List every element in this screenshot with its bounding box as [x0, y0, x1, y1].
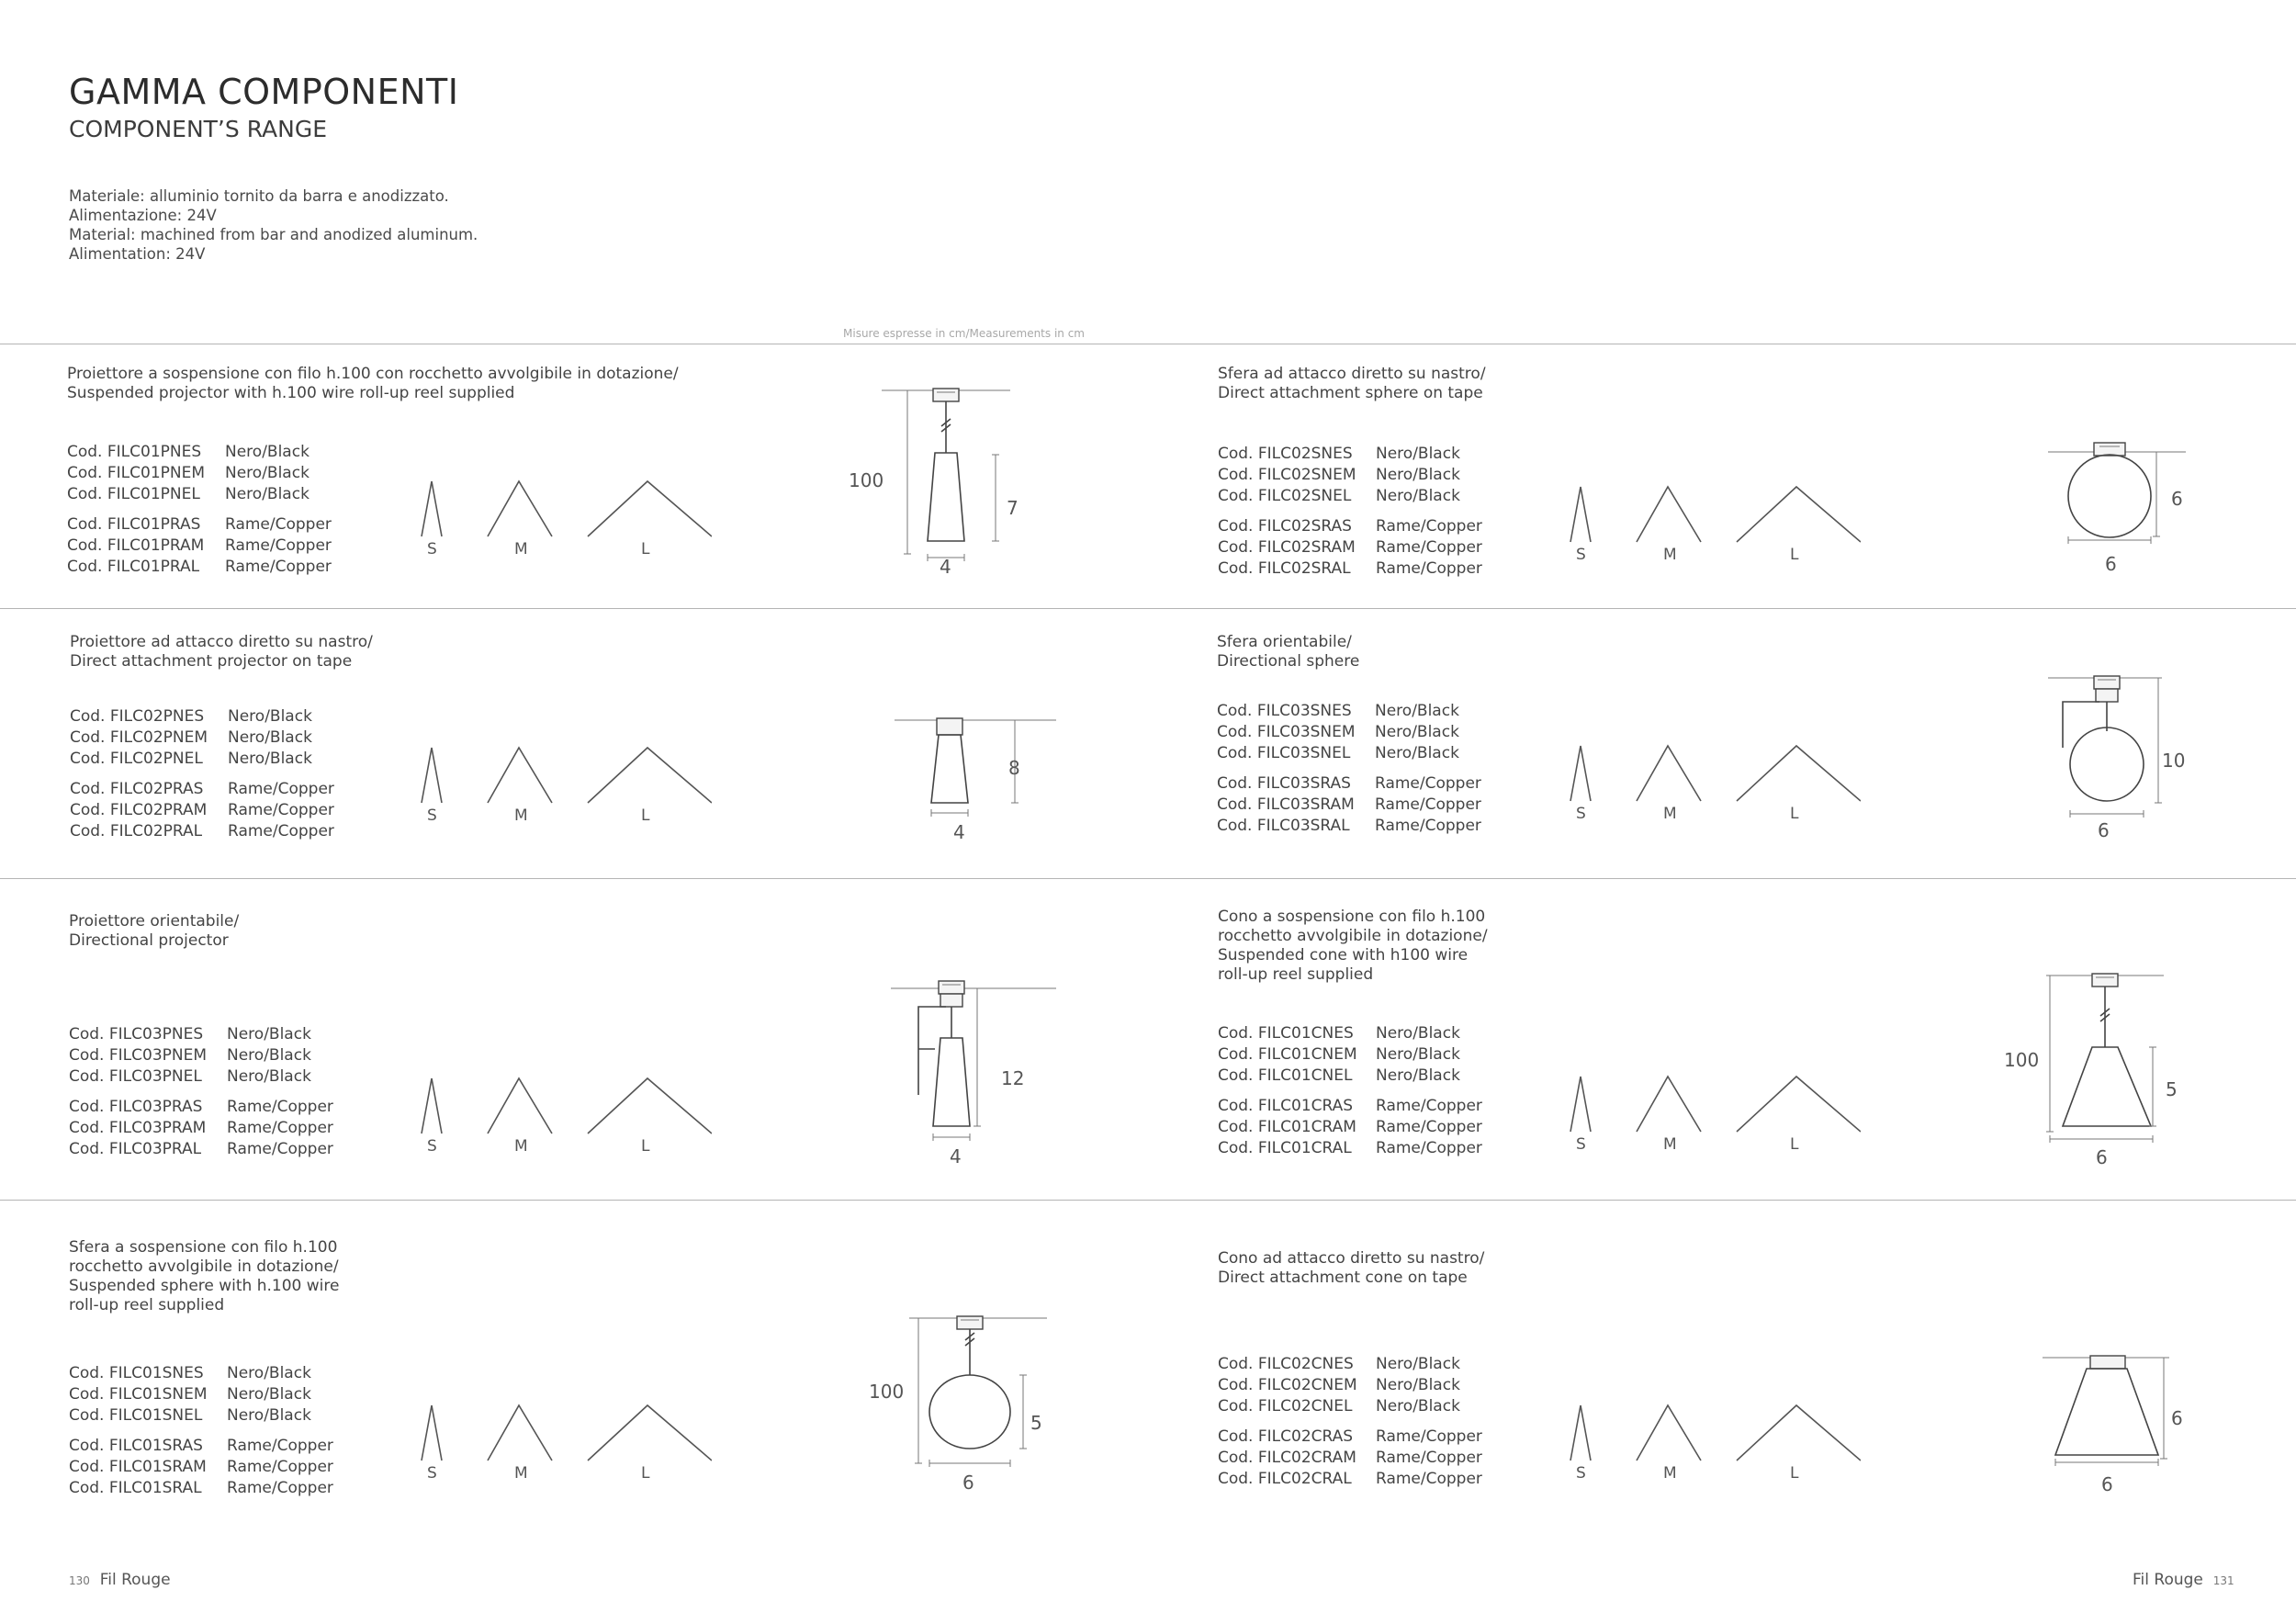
- divider: [0, 1200, 2296, 1201]
- product-code: Cod. FILC01PRAL: [67, 558, 200, 576]
- product-code: Cod. FILC01CNES: [1218, 1024, 1354, 1043]
- beam-angle-icons: [418, 746, 712, 805]
- divider: [0, 608, 2296, 609]
- brand-name: Fil Rouge: [2133, 1571, 2203, 1589]
- product-code: Cod. FILC03PRAL: [69, 1140, 202, 1158]
- product-finish: Nero/Black: [1375, 723, 1459, 741]
- beam-narrow-icon: [422, 481, 442, 536]
- beam-angle-icons: [418, 479, 712, 538]
- beam-label: L: [641, 1464, 650, 1483]
- code-row: [67, 484, 332, 505]
- code-row: [1218, 1469, 1482, 1490]
- beam-wide-icon: [588, 748, 712, 803]
- beam-medium-icon: [1637, 1405, 1701, 1460]
- code-row: [67, 463, 332, 484]
- beam-angle-diagrams: [1567, 1404, 1861, 1495]
- product-finish: Rame/Copper: [225, 515, 332, 534]
- product-description: [69, 1238, 339, 1315]
- code-row: [69, 1024, 333, 1045]
- product-codes: [1217, 701, 1481, 837]
- code-row: [67, 536, 332, 557]
- beam-label: M: [514, 540, 528, 558]
- description-line: Proiettore ad attacco diretto su nastro/: [70, 633, 373, 651]
- product-finish: Rame/Copper: [227, 1119, 333, 1137]
- dim-height: 5: [2166, 1078, 2178, 1100]
- code-row: [70, 821, 334, 842]
- beam-label: S: [1576, 1464, 1586, 1483]
- beam-label: M: [1663, 1464, 1677, 1483]
- beam-angle-diagrams: [418, 1077, 712, 1168]
- beam-medium-icon: [488, 748, 552, 803]
- product-finish: Rame/Copper: [1376, 517, 1482, 536]
- product-code: Cod. FILC03SRAL: [1217, 817, 1350, 835]
- description-line: Directional projector: [69, 931, 229, 950]
- beam-wide-icon: [1737, 1077, 1861, 1132]
- code-row: [67, 557, 332, 578]
- footer-left: [69, 1571, 171, 1589]
- beam-narrow-icon: [1570, 1405, 1591, 1460]
- beam-label: M: [1663, 805, 1677, 823]
- product-codes: [69, 1363, 333, 1499]
- beam-label: L: [641, 806, 650, 825]
- code-row: [1217, 795, 1481, 816]
- dim-wire: 100: [849, 469, 884, 491]
- product-finish: Rame/Copper: [228, 780, 334, 798]
- description-line: Directional sphere: [1217, 652, 1360, 671]
- product-finish: Rame/Copper: [1375, 774, 1481, 793]
- product-code: Cod. FILC02PNEM: [70, 728, 208, 747]
- code-row: [67, 442, 332, 463]
- dim-height: 6: [2171, 1407, 2183, 1429]
- product-finish: Nero/Black: [228, 707, 312, 726]
- product-finish: Rame/Copper: [1375, 817, 1481, 835]
- code-row: [70, 800, 334, 821]
- code-row: [70, 779, 334, 800]
- brand-name: Fil Rouge: [99, 1571, 171, 1589]
- description-line: Sfera a sospensione con filo h.100: [69, 1238, 338, 1257]
- product-code: Cod. FILC02PRAL: [70, 822, 203, 840]
- product-finish: Rame/Copper: [1376, 1139, 1482, 1157]
- lamp-drawing: [1993, 972, 2195, 1211]
- beam-narrow-icon: [422, 1078, 442, 1133]
- beam-wide-icon: [1737, 487, 1861, 542]
- product-description: [69, 912, 239, 951]
- beam-wide-icon: [588, 1078, 712, 1133]
- beam-medium-icon: [488, 481, 552, 536]
- product-finish: Nero/Black: [1376, 466, 1460, 484]
- product-code: Cod. FILC02PRAS: [70, 780, 204, 798]
- beam-label: S: [427, 540, 437, 558]
- product-finish: Nero/Black: [225, 443, 310, 461]
- beam-label: L: [1790, 546, 1799, 564]
- description-line: Cono ad attacco diretto su nastro/: [1218, 1249, 1485, 1268]
- dim-height: 8: [1008, 757, 1020, 779]
- beam-label: S: [1576, 546, 1586, 564]
- product-finish: Rame/Copper: [1376, 1097, 1482, 1115]
- code-row: [69, 1118, 333, 1139]
- beam-label: S: [427, 806, 437, 825]
- code-row: [1218, 1396, 1482, 1417]
- product-code: Cod. FILC01SRAM: [69, 1458, 207, 1476]
- code-row: [69, 1066, 333, 1088]
- code-row: [1218, 1448, 1482, 1469]
- technical-drawing: [836, 381, 1038, 620]
- product-code: Cod. FILC02SRAM: [1218, 538, 1356, 557]
- product-code: Cod. FILC02SNEM: [1218, 466, 1356, 484]
- product-code: Cod. FILC03PNEL: [69, 1067, 202, 1086]
- product-finish: Nero/Black: [1376, 487, 1460, 505]
- code-row: [1218, 1044, 1482, 1066]
- product-finish: Rame/Copper: [1376, 1449, 1482, 1467]
- beam-angle-diagrams: [418, 479, 712, 571]
- product-code: Cod. FILC01CRAL: [1218, 1139, 1352, 1157]
- technical-drawing: [2039, 671, 2241, 909]
- product-code: Cod. FILC03SNEM: [1217, 723, 1356, 741]
- product-description: [1217, 633, 1359, 671]
- product-code: Cod. FILC03PNES: [69, 1025, 204, 1043]
- product-finish: Nero/Black: [228, 728, 312, 747]
- code-row: [1218, 558, 1482, 580]
- code-row: [1218, 516, 1482, 537]
- product-codes: [1218, 1023, 1482, 1159]
- dim-height: 12: [1001, 1067, 1025, 1089]
- product-code: Cod. FILC03PRAM: [69, 1119, 207, 1137]
- code-row: [69, 1139, 333, 1160]
- product-finish: Rame/Copper: [1376, 559, 1482, 578]
- beam-label: S: [1576, 805, 1586, 823]
- product-code: Cod. FILC03PNEM: [69, 1046, 208, 1065]
- product-finish: Rame/Copper: [227, 1140, 333, 1158]
- description-line: Direct attachment sphere on tape: [1218, 384, 1483, 402]
- dim-height: 6: [2171, 488, 2183, 510]
- product-code: Cod. FILC01PNEL: [67, 485, 200, 503]
- beam-medium-icon: [488, 1078, 552, 1133]
- material-line: Materiale: alluminio tornito da barra e anodizzato.: [69, 187, 449, 205]
- description-line: Suspended sphere with h.100 wire: [69, 1277, 340, 1295]
- product-code: Cod. FILC02SNES: [1218, 445, 1353, 463]
- product-code: Cod. FILC03SRAM: [1217, 795, 1355, 814]
- description-line: Proiettore orientabile/: [69, 912, 240, 930]
- dim-height: 5: [1030, 1412, 1042, 1434]
- beam-label: L: [641, 1137, 650, 1156]
- code-row: [1218, 465, 1482, 486]
- code-row: [1218, 444, 1482, 465]
- beam-wide-icon: [588, 1405, 712, 1460]
- beam-angle-icons: [1567, 744, 1861, 803]
- dim-width: 6: [962, 1472, 974, 1494]
- code-row: [69, 1384, 333, 1405]
- code-row: [69, 1478, 333, 1499]
- measurements-note: Misure espresse in cm/Measurements in cm: [843, 327, 1085, 340]
- product-finish: Rame/Copper: [227, 1098, 333, 1116]
- code-row: [1217, 743, 1481, 764]
- material-line: Alimentation: 24V: [69, 245, 206, 263]
- product-finish: Nero/Black: [1375, 744, 1459, 762]
- product-code: Cod. FILC02CRAS: [1218, 1427, 1354, 1446]
- product-finish: Rame/Copper: [225, 536, 332, 555]
- beam-angle-diagrams: [1567, 485, 1861, 577]
- product-finish: Nero/Black: [1375, 702, 1459, 720]
- technical-drawing: [2039, 437, 2241, 676]
- description-line: Cono a sospensione con filo h.100: [1218, 908, 1486, 926]
- page-number: 131: [2212, 1574, 2234, 1587]
- product-finish: Nero/Black: [1376, 1066, 1460, 1085]
- beam-medium-icon: [488, 1405, 552, 1460]
- product-code: Cod. FILC03SRAS: [1217, 774, 1351, 793]
- product-code: Cod. FILC02CRAM: [1218, 1449, 1356, 1467]
- product-finish: Rame/Copper: [1376, 1118, 1482, 1136]
- code-row: [1217, 701, 1481, 722]
- product-code: Cod. FILC02PRAM: [70, 801, 208, 819]
- beam-angle-diagrams: [418, 746, 712, 838]
- product-finish: Nero/Black: [225, 464, 310, 482]
- product-code: Cod. FILC02SNEL: [1218, 487, 1352, 505]
- beam-label: M: [514, 806, 528, 825]
- code-row: [1218, 1375, 1482, 1396]
- product-code: Cod. FILC01CRAS: [1218, 1097, 1354, 1115]
- code-row: [69, 1405, 333, 1427]
- product-finish: Rame/Copper: [1376, 1427, 1482, 1446]
- code-row: [69, 1363, 333, 1384]
- product-description: [67, 365, 679, 403]
- product-finish: Rame/Copper: [1376, 1470, 1482, 1488]
- product-code: Cod. FILC03PRAS: [69, 1098, 203, 1116]
- description-line: Suspended projector with h.100 wire roll-up reel supplied: [67, 384, 515, 402]
- description-line: Suspended cone with h100 wire: [1218, 946, 1469, 964]
- beam-wide-icon: [588, 481, 712, 536]
- dim-width: 6: [2101, 1473, 2113, 1495]
- code-row: [1218, 1427, 1482, 1448]
- code-row: [1218, 486, 1482, 507]
- code-row: [1218, 1354, 1482, 1375]
- product-description: [1218, 365, 1486, 403]
- code-row: [1217, 773, 1481, 795]
- product-code: Cod. FILC01SNEM: [69, 1385, 208, 1404]
- page-title: GAMMA COMPONENTI: [69, 72, 459, 112]
- product-codes: [67, 442, 332, 578]
- beam-label: M: [1663, 1135, 1677, 1154]
- beam-label: S: [427, 1464, 437, 1483]
- code-row: [1218, 1066, 1482, 1087]
- product-code: Cod. FILC01PRAS: [67, 515, 201, 534]
- product-finish: Nero/Black: [1376, 1397, 1460, 1415]
- dim-width: 6: [2105, 553, 2117, 575]
- beam-angle-icons: [1567, 1404, 1861, 1462]
- code-row: [1218, 1096, 1482, 1117]
- product-code: Cod. FILC03SNEL: [1217, 744, 1351, 762]
- product-code: Cod. FILC02CNEL: [1218, 1397, 1353, 1415]
- product-finish: Rame/Copper: [228, 822, 334, 840]
- product-finish: Nero/Black: [1376, 1045, 1460, 1064]
- product-finish: Nero/Black: [227, 1025, 311, 1043]
- product-finish: Rame/Copper: [1375, 795, 1481, 814]
- technical-drawing: [882, 976, 1084, 1214]
- beam-label: L: [641, 540, 650, 558]
- technical-drawing: [882, 707, 1084, 946]
- product-codes: [1218, 444, 1482, 580]
- dim-width: 4: [950, 1145, 962, 1167]
- beam-label: L: [1790, 1464, 1799, 1483]
- beam-medium-icon: [1637, 746, 1701, 801]
- description-line: roll-up reel supplied: [69, 1296, 225, 1314]
- description-line: rocchetto avvolgibile in dotazione/: [1218, 927, 1488, 945]
- material-line: Material: machined from bar and anodized aluminum.: [69, 226, 478, 243]
- code-row: [70, 727, 334, 749]
- beam-label: L: [1790, 805, 1799, 823]
- product-finish: Nero/Black: [227, 1385, 311, 1404]
- dim-width: 4: [940, 556, 951, 578]
- page-number: 130: [69, 1574, 90, 1587]
- lamp-drawing: [2039, 671, 2241, 909]
- product-description: [1218, 1249, 1484, 1288]
- beam-narrow-icon: [1570, 487, 1591, 542]
- beam-medium-icon: [1637, 487, 1701, 542]
- code-row: [1217, 722, 1481, 743]
- product-code: Cod. FILC02PNEL: [70, 750, 203, 768]
- footer-right: [2133, 1571, 2234, 1589]
- product-finish: Nero/Black: [227, 1406, 311, 1425]
- product-code: Cod. FILC02SRAL: [1218, 559, 1351, 578]
- product-code: Cod. FILC01SRAS: [69, 1437, 203, 1455]
- product-codes: [1218, 1354, 1482, 1490]
- beam-narrow-icon: [422, 748, 442, 803]
- beam-angle-diagrams: [418, 1404, 712, 1495]
- beam-angle-icons: [418, 1404, 712, 1462]
- product-code: Cod. FILC03SNES: [1217, 702, 1352, 720]
- product-finish: Nero/Black: [227, 1046, 311, 1065]
- code-row: [70, 706, 334, 727]
- code-row: [69, 1457, 333, 1478]
- product-code: Cod. FILC01SNEL: [69, 1406, 203, 1425]
- product-finish: Rame/Copper: [228, 801, 334, 819]
- product-codes: [70, 706, 334, 842]
- dim-wire: 100: [2004, 1049, 2040, 1071]
- product-finish: Nero/Black: [1376, 1376, 1460, 1394]
- beam-angle-icons: [418, 1077, 712, 1135]
- code-row: [1218, 1023, 1482, 1044]
- page-subtitle: COMPONENT’S RANGE: [69, 116, 328, 142]
- code-row: [69, 1436, 333, 1457]
- beam-wide-icon: [1737, 746, 1861, 801]
- dim-height: 10: [2162, 750, 2186, 772]
- code-row: [1217, 816, 1481, 837]
- product-code: Cod. FILC01PNEM: [67, 464, 206, 482]
- product-finish: Rame/Copper: [1376, 538, 1482, 557]
- code-row: [67, 514, 332, 536]
- product-finish: Rame/Copper: [227, 1479, 333, 1497]
- material-line: Alimentazione: 24V: [69, 207, 217, 224]
- dim-width: 6: [2098, 819, 2110, 841]
- beam-angle-icons: [1567, 1075, 1861, 1133]
- lamp-drawing: [882, 707, 1084, 946]
- beam-narrow-icon: [1570, 1077, 1591, 1132]
- code-row: [69, 1045, 333, 1066]
- beam-narrow-icon: [1570, 746, 1591, 801]
- lamp-drawing: [2039, 1352, 2241, 1591]
- product-finish: Nero/Black: [228, 750, 312, 768]
- product-finish: Nero/Black: [1376, 1355, 1460, 1373]
- product-codes: [69, 1024, 333, 1160]
- beam-angle-diagrams: [1567, 1075, 1861, 1167]
- dim-width: 4: [953, 821, 965, 843]
- description-line: Sfera orientabile/: [1217, 633, 1352, 651]
- technical-drawing: [2039, 1352, 2241, 1591]
- product-code: Cod. FILC01SRAL: [69, 1479, 202, 1497]
- beam-medium-icon: [1637, 1077, 1701, 1132]
- beam-label: L: [1790, 1135, 1799, 1154]
- product-finish: Nero/Black: [227, 1067, 311, 1086]
- description-line: Direct attachment cone on tape: [1218, 1269, 1468, 1287]
- description-line: Direct attachment projector on tape: [70, 652, 353, 671]
- product-code: Cod. FILC01PRAM: [67, 536, 205, 555]
- product-code: Cod. FILC01PNES: [67, 443, 202, 461]
- code-row: [70, 749, 334, 770]
- beam-angle-icons: [1567, 485, 1861, 544]
- product-code: Cod. FILC02CNEM: [1218, 1376, 1357, 1394]
- description-line: Sfera ad attacco diretto su nastro/: [1218, 365, 1486, 383]
- product-code: Cod. FILC01CNEM: [1218, 1045, 1357, 1064]
- code-row: [1218, 1138, 1482, 1159]
- product-finish: Nero/Black: [225, 485, 310, 503]
- product-finish: Nero/Black: [1376, 445, 1460, 463]
- product-code: Cod. FILC01CNEL: [1218, 1066, 1353, 1085]
- beam-label: M: [514, 1137, 528, 1156]
- beam-label: M: [514, 1464, 528, 1483]
- code-row: [1218, 537, 1482, 558]
- code-row: [69, 1097, 333, 1118]
- product-finish: Rame/Copper: [227, 1437, 333, 1455]
- code-row: [1218, 1117, 1482, 1138]
- product-code: Cod. FILC01CRAM: [1218, 1118, 1356, 1136]
- technical-drawing: [863, 1309, 1065, 1548]
- product-code: Cod. FILC01SNES: [69, 1364, 204, 1382]
- beam-label: M: [1663, 546, 1677, 564]
- beam-angle-diagrams: [1567, 744, 1861, 836]
- dim-wire: 100: [869, 1381, 905, 1403]
- beam-wide-icon: [1737, 1405, 1861, 1460]
- description-line: roll-up reel supplied: [1218, 965, 1374, 984]
- beam-narrow-icon: [422, 1405, 442, 1460]
- product-description: [70, 633, 373, 671]
- product-finish: Rame/Copper: [227, 1458, 333, 1476]
- product-code: Cod. FILC02CNES: [1218, 1355, 1354, 1373]
- technical-drawing: [1993, 972, 2195, 1211]
- divider: [0, 878, 2296, 879]
- material-info: [69, 186, 478, 264]
- product-code: Cod. FILC02PNES: [70, 707, 205, 726]
- product-finish: Nero/Black: [1376, 1024, 1460, 1043]
- beam-label: S: [1576, 1135, 1586, 1154]
- product-finish: Rame/Copper: [225, 558, 332, 576]
- lamp-drawing: [2039, 437, 2241, 676]
- lamp-drawing: [882, 976, 1084, 1214]
- product-finish: Nero/Black: [227, 1364, 311, 1382]
- product-code: Cod. FILC02CRAL: [1218, 1470, 1352, 1488]
- beam-label: S: [427, 1137, 437, 1156]
- product-description: [1218, 908, 1488, 985]
- description-line: rocchetto avvolgibile in dotazione/: [69, 1257, 339, 1276]
- dim-width: 6: [2096, 1146, 2108, 1168]
- dim-height: 7: [1007, 497, 1019, 519]
- product-code: Cod. FILC02SRAS: [1218, 517, 1352, 536]
- description-line: Proiettore a sospensione con filo h.100 con rocchetto avvolgibile in dotazione/: [67, 365, 679, 383]
